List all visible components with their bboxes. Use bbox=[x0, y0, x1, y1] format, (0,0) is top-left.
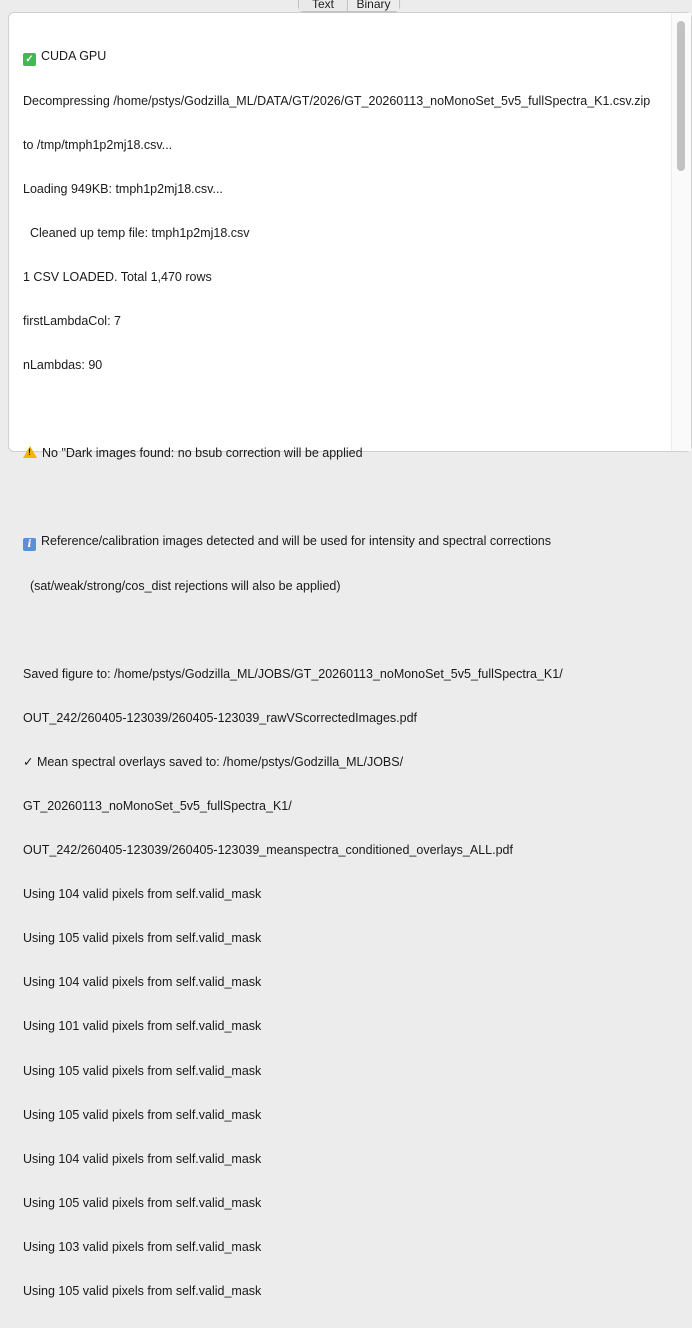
info-icon: i bbox=[23, 538, 36, 551]
blank-line bbox=[23, 490, 663, 505]
log-line: Decompressing /home/pstys/Godzilla_ML/DATA/GT/2026/GT_20260113_noMonoSet_5v5_fullSpectra_K1.csv.zip bbox=[23, 93, 651, 108]
log-line-cuda: ✓ CUDA GPU bbox=[23, 49, 663, 64]
log-text bbox=[23, 20, 663, 1328]
log-line: OUT_242/260405-123039/260405-123039_meanspectra_conditioned_overlays_ALL.pdf bbox=[23, 843, 513, 858]
log-line: (sat/weak/strong/cos_dist rejections will also be applied) bbox=[23, 578, 341, 593]
log-line: Saved figure to: /home/pstys/Godzilla_ML/JOBS/GT_20260113_noMonoSet_5v5_fullSpectra_K1/ bbox=[23, 666, 563, 681]
log-line: Loading 949KB: tmph1p2mj18.csv... bbox=[23, 181, 223, 196]
blank-line bbox=[23, 402, 663, 417]
log-line-warning: !No "Dark images found: no bsub correction will be applied bbox=[23, 446, 663, 461]
view-mode-segmented-control bbox=[298, 0, 400, 12]
valid-pixels-line: Using 105 valid pixels from self.valid_mask bbox=[23, 1284, 262, 1299]
blank-line bbox=[23, 623, 663, 638]
log-line: to /tmp/tmph1p2mj18.csv... bbox=[23, 137, 173, 152]
valid-pixels-line: Using 101 valid pixels from self.valid_mask bbox=[23, 1019, 262, 1034]
log-line: ✓ Mean spectral overlays saved to: /home/pstys/Godzilla_ML/JOBS/ bbox=[23, 754, 404, 769]
valid-pixels-line: Using 105 valid pixels from self.valid_mask bbox=[23, 1063, 262, 1078]
valid-pixels-line: Using 104 valid pixels from self.valid_mask bbox=[23, 887, 262, 902]
vertical-scrollbar[interactable] bbox=[671, 13, 691, 451]
log-line: Cleaned up temp file: tmph1p2mj18.csv bbox=[23, 225, 250, 240]
log-line: firstLambdaCol: 7 bbox=[23, 313, 121, 328]
log-line: OUT_242/260405-123039/260405-123039_rawVScorrectedImages.pdf bbox=[23, 710, 418, 725]
valid-pixels-line: Using 104 valid pixels from self.valid_mask bbox=[23, 975, 262, 990]
tab-binary[interactable]: Binary bbox=[347, 0, 399, 11]
log-line: 1 CSV LOADED. Total 1,470 rows bbox=[23, 269, 212, 284]
text-output-panel[interactable] bbox=[8, 12, 692, 1299]
check-mark-icon: ✓ bbox=[23, 53, 36, 66]
valid-pixels-line: Using 105 valid pixels from self.valid_mask bbox=[23, 1195, 262, 1210]
log-line: nLambdas: 90 bbox=[23, 358, 103, 373]
warning-icon bbox=[23, 446, 37, 458]
scrollbar-thumb[interactable] bbox=[677, 21, 685, 171]
valid-pixels-line: Using 105 valid pixels from self.valid_mask bbox=[23, 1107, 262, 1122]
log-line-info: i Reference/calibration images detected and will be used for intensity and spectral corrections bbox=[23, 534, 663, 549]
valid-pixels-line: Using 104 valid pixels from self.valid_mask bbox=[23, 1151, 262, 1166]
valid-pixels-line: Using 105 valid pixels from self.valid_mask bbox=[23, 931, 262, 946]
valid-pixels-line: Using 103 valid pixels from self.valid_mask bbox=[23, 1239, 262, 1254]
log-line: GT_20260113_noMonoSet_5v5_fullSpectra_K1/ bbox=[23, 799, 292, 813]
tab-text[interactable]: Text bbox=[299, 0, 347, 11]
